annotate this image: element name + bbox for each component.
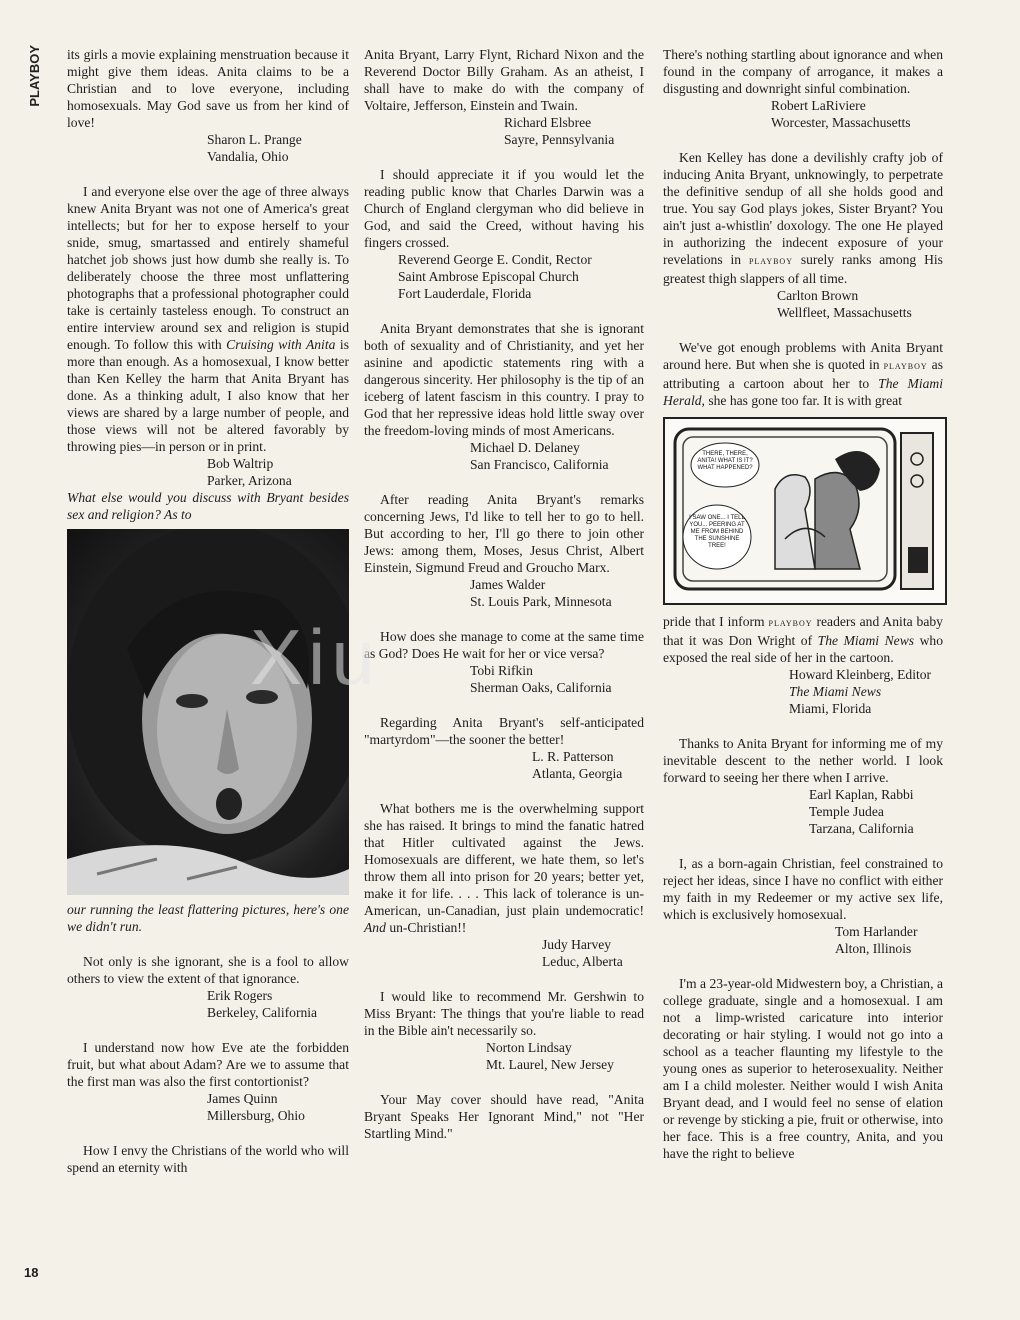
letter-body: How I envy the Christians of the world who will spend an eternity with — [67, 1143, 349, 1175]
letter-body: I'm a 23-year-old Midwestern boy, a Christian, a college graduate, single and a homosexual. I am not a limp-wristed caricature into interior decorating or hair styling. I would not go into a school as a teacher flaunting my lifestyle to the young ones as superior to heterosexuality. Neither am I a child molester. Neither would I wish Anita Bryant dead, and I would feel no sense of elation or revenge by sticking a pie, fruit or otherwise, into her face. This is a free country, Anita, and you have the right to believe — [663, 976, 943, 1161]
letter — [67, 1039, 349, 1124]
letter-body: We've got enough problems with Anita Bryant around here. But when she is quoted in playboy as attributing a cartoon about her to The Miami Herald, she has gone too far. It is with great — [663, 340, 943, 408]
signature-place: Miami, Florida — [789, 701, 872, 716]
letter — [364, 46, 644, 148]
letter — [663, 735, 943, 837]
signature — [398, 251, 644, 302]
letter — [364, 628, 644, 696]
signature-place: San Francisco, California — [470, 457, 609, 472]
signature — [542, 936, 644, 970]
signature-org: The Miami News — [789, 684, 882, 699]
signature-name: Michael D. Delaney — [470, 440, 580, 455]
signature-place: Tarzana, California — [809, 821, 914, 836]
signature-place: Sherman Oaks, California — [470, 680, 612, 695]
signature — [470, 576, 644, 610]
signature — [470, 439, 644, 473]
letter-body: Anita Bryant, Larry Flynt, Richard Nixon and the Reverend Doctor Billy Graham. As an atheist, I shall have to make do with the company of Voltaire, Jefferson, Einstein and Twain. — [364, 47, 644, 113]
column-2 — [364, 46, 644, 1160]
letter-body: Thanks to Anita Bryant for informing me of my inevitable descent to the nether world. I look forward to seeing her there when I arrive. — [663, 736, 943, 785]
letter-body: I should appreciate it if you would let the reading public know that Charles Darwin was a Church of England clergyman who did believe in God, and said the Creed, without having his fingers crossed. — [364, 167, 644, 250]
letter — [364, 1091, 644, 1142]
signature — [207, 1090, 349, 1124]
signature-name: Erik Rogers — [207, 988, 273, 1003]
signature-place: Fort Lauderdale, Florida — [398, 286, 532, 301]
letter — [364, 988, 644, 1073]
signature-name: L. R. Patterson — [532, 749, 614, 764]
letter — [663, 855, 943, 957]
letter-body: Regarding Anita Bryant's self-anticipated "martyrdom"—the sooner the better! — [364, 715, 644, 747]
signature-place: St. Louis Park, Minnesota — [470, 594, 612, 609]
don-wright-cartoon — [663, 417, 947, 605]
signature — [470, 662, 644, 696]
signature-place: Leduc, Alberta — [542, 954, 623, 969]
letter — [67, 953, 349, 1021]
letter — [663, 339, 943, 717]
column-1 — [67, 46, 349, 1194]
letter — [663, 149, 943, 321]
signature-name: Robert LaRiviere — [771, 98, 866, 113]
letter-body: Anita Bryant demonstrates that she is ignorant both of sexuality and of Christianity, and yet her asinine and apodictic statements ring with a dangerous sincerity. Her philosophy is the tip of an iceberg of latent fascism in this country. I pray to God that her repressive ideas hold little sway over the freedom-loving minds of most Americans. — [364, 321, 644, 438]
signature-name: Norton Lindsay — [486, 1040, 572, 1055]
letter — [364, 714, 644, 782]
signature — [789, 666, 943, 717]
signature-name: James Quinn — [207, 1091, 278, 1106]
letter-body: I, as a born-again Christian, feel constrained to reject her ideas, since I have no conflict with either my faith in my Redeemer or my active sex life, which is exclusively homosexual. — [663, 856, 943, 922]
signature-name: Tobi Rifkin — [470, 663, 533, 678]
letter-body: its girls a movie explaining menstruation because it might give them ideas. Anita claims to be a Christian and to love everyone, including homosexuals. May God save us from her kind of love! — [67, 47, 349, 130]
signature-name: Richard Elsbree — [504, 115, 592, 130]
letter-body: pride that I inform playboy readers and Anita baby that it was Don Wright of The Miami News who exposed the real side of her in the cartoon. — [663, 614, 944, 665]
signature-name: Reverend George E. Condit, Rector — [398, 252, 592, 267]
signature-place: Vandalia, Ohio — [207, 149, 289, 164]
letter — [364, 491, 644, 610]
signature-place: Parker, Arizona — [207, 473, 292, 488]
letter-body: Your May cover should have read, "Anita Bryant Speaks Her Ignorant Mind," not "Her Startling Mind." — [364, 1092, 644, 1141]
signature-org: Temple Judea — [809, 804, 884, 819]
photo-caption: our running the least flattering pictures, here's one we didn't run. — [67, 902, 349, 934]
letter-body: What bothers me is the overwhelming support she has raised. It brings to mind the fanatic hatred that Hitler cultivated against the Jews. Homosexuals are different, we hate them, so let's throw them all into prison for 20 years; better yet, make it for life. . . . This lack of tolerance is un-American, un-Canadian, just plain undemocratic! And un-Christian!! — [364, 801, 644, 935]
page-number: 18 — [24, 1265, 39, 1280]
letter — [67, 1142, 349, 1176]
signature — [486, 1039, 644, 1073]
letter — [67, 183, 349, 489]
signature-place: Millersburg, Ohio — [207, 1108, 305, 1123]
signature — [835, 923, 943, 957]
signature-name: Tom Harlander — [835, 924, 918, 939]
editor-reply: What else would you discuss with Bryant besides sex and religion? As to — [67, 490, 349, 522]
signature — [207, 131, 349, 165]
signature — [207, 455, 349, 489]
letter-body: Ken Kelley has done a devilishly crafty job of inducing Anita Bryant, unknowingly, to perpetrate the definitive sendup of all she holds good and true. You say God plays jokes, Sister Bryant? You ain't just a-whistlin' doxology. The one He played in authorizing the indecent exposure of your revelations in playboy surely ranks among His greatest thigh slappers of all time. — [663, 150, 943, 286]
signature-name: Howard Kleinberg, Editor — [789, 667, 932, 682]
signature — [777, 287, 943, 321]
letter-body: Not only is she ignorant, she is a fool to allow others to view the extent of that ignorance. — [67, 954, 349, 986]
signature-name: Judy Harvey — [542, 937, 612, 952]
letter-body: I understand now how Eve ate the forbidden fruit, but what about Adam? Are we to assume that the first man was also the first contortionist? — [67, 1040, 349, 1089]
signature-place: Wellfleet, Massachusetts — [777, 305, 912, 320]
letter — [364, 166, 644, 302]
letter — [663, 46, 943, 131]
anita-bryant-photo — [67, 529, 349, 895]
letter-body: I and everyone else over the age of three always knew Anita Bryant was not one of America's great intellects; but for her to expose herself to your snide, smug, smartassed and entirely shameful hatchet job shows just how dumb she really is. To deliberately choose the three most unflattering photographs that a professional photographer could take is certainly tasteless enough. To construct an entire interview around sex and religion is stupid enough. To follow this with Cruising with Anita is more than enough. As a homosexual, I know better than Ken Kelley the harm that Anita Bryant has done. As a thinking adult, I also know that her views are shared by a large number of people, and those views will not be altered favorably by throwing pies—in person or in print. — [67, 184, 349, 454]
signature — [532, 748, 644, 782]
signature-name: Sharon L. Prange — [207, 132, 302, 147]
column-3 — [663, 46, 943, 1180]
signature — [207, 987, 349, 1021]
signature-place: Worcester, Massachusetts — [771, 115, 911, 130]
signature-place: Alton, Illinois — [835, 941, 912, 956]
signature-place: Atlanta, Georgia — [532, 766, 623, 781]
letter — [364, 320, 644, 473]
cartoon-speech-bubble: THERE, THERE, ANITA! WHAT IS IT? WHAT HAPPENED? — [697, 451, 753, 471]
letter-body: After reading Anita Bryant's remarks concerning Jews, I'd like to tell her to go to hell. But according to her, I'll go there to join other Jews: among them, Moses, Jesus Christ, Albert Einstein, Sigmund Freud and Groucho Marx. — [364, 492, 644, 575]
letter — [67, 46, 349, 165]
signature-name: Bob Waltrip — [207, 456, 274, 471]
signature-place: Sayre, Pennsylvania — [504, 132, 615, 147]
signature-place: Berkeley, California — [207, 1005, 318, 1020]
letter — [663, 975, 943, 1162]
letter-body: I would like to recommend Mr. Gershwin to Miss Bryant: The things that you're liable to read in the Bible ain't necessarily so. — [364, 989, 644, 1038]
signature-name: Earl Kaplan, Rabbi — [809, 787, 914, 802]
signature-place: Mt. Laurel, New Jersey — [486, 1057, 614, 1072]
letter-body: How does she manage to come at the same time as God? Does He wait for her or vice versa? — [364, 629, 644, 661]
signature-org: Saint Ambrose Episcopal Church — [398, 269, 579, 284]
letter-body: There's nothing startling about ignorance and when found in the company of arrogance, it makes a disgusting and downright sinful combination. — [663, 47, 943, 96]
running-head: PLAYBOY — [27, 45, 42, 107]
letter — [364, 800, 644, 970]
signature-name: James Walder — [470, 577, 546, 592]
signature-name: Carlton Brown — [777, 288, 859, 303]
cartoon-speech-bubble: I SAW ONE... I TELL YOU... PEERING AT ME FROM BEHIND THE SUNSHINE TREE! — [689, 515, 745, 549]
watermark: Xiu — [250, 613, 381, 701]
signature — [809, 786, 943, 837]
signature — [771, 97, 943, 131]
signature — [504, 114, 644, 148]
